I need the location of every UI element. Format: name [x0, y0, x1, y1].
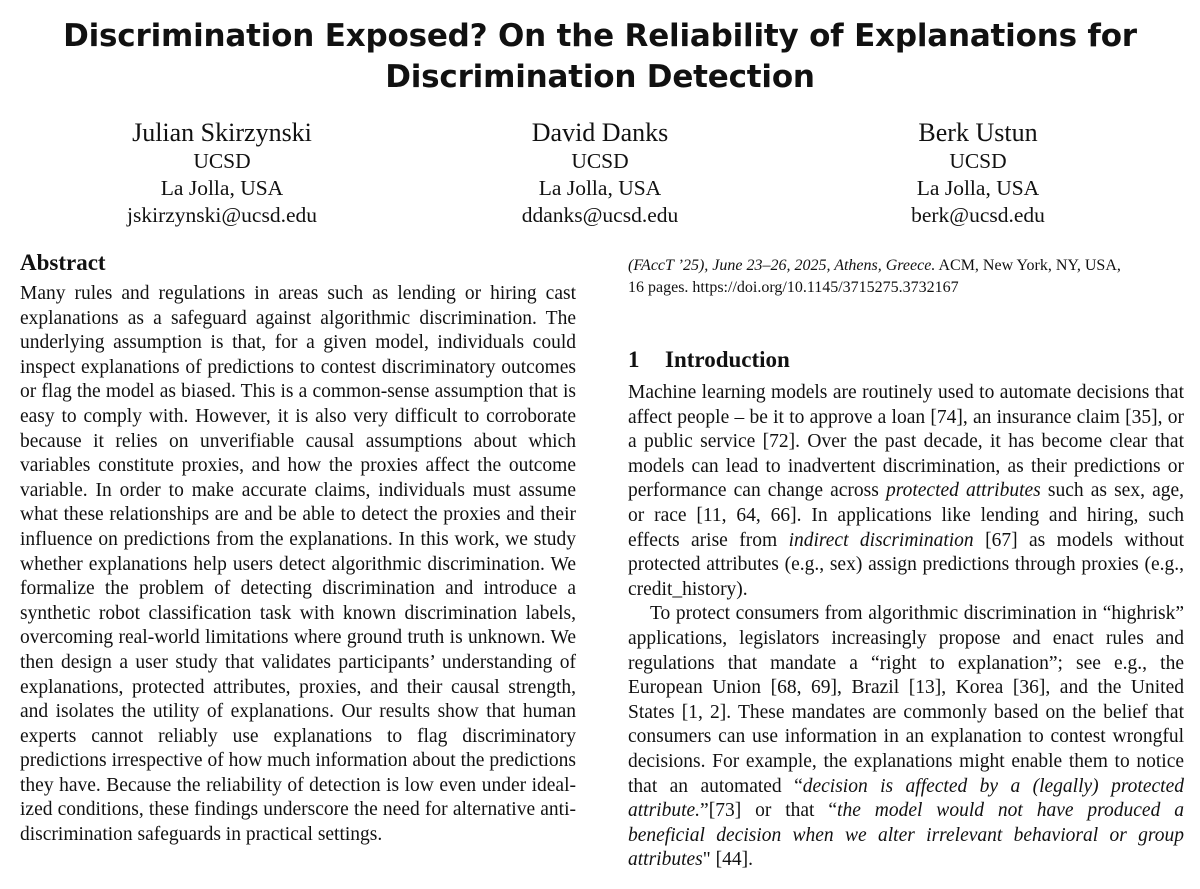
- author-2: [440, 118, 760, 229]
- intro-text: To protect consumers from algorithmic discrimination in “highrisk” applications, legislators increasingly propose and enact rules and regulations that mandate a “right to explanation”; see e.g., the European Union [68, 69], Brazil [13], Korea [36], and the United States [1, 2]. These mandates are commonly based on the belief that consumers can use information in an explanation to contest wrongful decisions. For example, the explanations might enable them to notice that an automated “: [628, 603, 1184, 797]
- author-block: [0, 118, 1200, 236]
- author-name: David Danks: [531, 118, 669, 147]
- intro-text: such as sex, age, or race [11, 64, 66]. In applications like lending and hiring, such effects arise from: [628, 480, 1185, 551]
- author-location: La Jolla, USA: [538, 176, 662, 200]
- introduction-heading: [628, 345, 1184, 375]
- author-affiliation: UCSD: [193, 149, 251, 173]
- author-email: berk@ucsd.edu: [911, 203, 1045, 227]
- intro-emphasis: protected attributes: [885, 480, 1041, 502]
- author-affiliation: UCSD: [571, 149, 629, 173]
- intro-paragraph-2: [628, 602, 1184, 873]
- intro-emphasis: indirect discrimination: [788, 529, 974, 551]
- author-location: La Jolla, USA: [160, 176, 284, 200]
- author-3: [818, 118, 1138, 229]
- intro-paragraph-1: [628, 381, 1184, 602]
- author-email: jskirzynski@ucsd.edu: [127, 203, 317, 227]
- right-column: [628, 255, 1184, 873]
- author-location: La Jolla, USA: [916, 176, 1040, 200]
- reference-publisher: ACM, New York, NY, USA,: [935, 257, 1121, 274]
- reference-line-2: 16 pages. https://doi.org/10.1145/3715275.3732167: [628, 279, 959, 296]
- intro-text: Machine learning models are routinely used to automate decisions that affect people – be it to approve a loan [74], an insurance claim [35], or a public service [72]. Over the past decade, it has become clear that models can lead to inadvertent discrimination, as their predictions or performance can change across: [628, 382, 1184, 502]
- intro-text: [67] as models without protected attributes (e.g., sex) assign predictions through proxies (e.g., credit_history).: [628, 529, 1184, 600]
- abstract-heading: Abstract: [20, 250, 106, 275]
- reference-line-1: [628, 255, 1184, 277]
- intro-text: ”[73] or that “: [700, 800, 838, 822]
- intro-quote: decision is affected by a (legally) protected attribute.: [628, 775, 1184, 822]
- abstract-text: Many rules and regulations in areas such as lending or hiring cast explanations as a safeguard against algorithmic discrimination. The underlying assumption is that, for a given model, individuals could inspect explanations of predictions to contest discriminatory outcomes or flag the model as biased. This is a common-sense assumption that is easy to comply with. However, it is also very difficult to corroborate because it relies on unverifiable causal assumptions about which variables constitute proxies, and how the proxies affect the outcome variable. In order to make accurate claims, individuals must assume what these relationships are and be able to detect the proxies and their influence on predictions from the explanations. In this work, we study whether explanations help users detect algorithmic discrimination. We formalize the problem of detecting discrimination and introduce a synthetic robot classification task with known discrimination labels, overcoming real-world limitations where ground truth is unknown. We then design a user study that validates participants’ understanding of explanations, protected attributes, proxies, and their causal strength, and isolates the utility of explanations. Our results show that human experts cannot reliably use explanations to flag discriminatory predictions irrespective of how much information about the predictions they have. Because the reliability of detection is low even under idealized conditions, these findings underscore the need for alternative anti-discrimination safeguards in practical settings.: [20, 283, 576, 846]
- author-name: Julian Skirzynski: [132, 118, 312, 147]
- left-column: [20, 248, 576, 848]
- intro-quote: the model would not have produced a beneficial decision when we alter irrelevant behavioral or group attributes: [628, 800, 1184, 871]
- author-affiliation: UCSD: [949, 149, 1007, 173]
- intro-text: " [44].: [702, 849, 753, 871]
- title-line-2: Discrimination Detection: [385, 59, 815, 95]
- author-email: ddanks@ucsd.edu: [521, 203, 679, 227]
- section-title: Introduction: [665, 347, 790, 372]
- title-line-1: Discrimination Exposed? On the Reliability of Explanations for: [63, 18, 1137, 54]
- reference-venue: (FAccT ’25), June 23–26, 2025, Athens, Greece.: [628, 257, 936, 274]
- author-name: Berk Ustun: [918, 118, 1038, 147]
- author-1: [62, 118, 382, 229]
- paper-title: [0, 16, 1200, 98]
- section-number: 1: [628, 347, 640, 372]
